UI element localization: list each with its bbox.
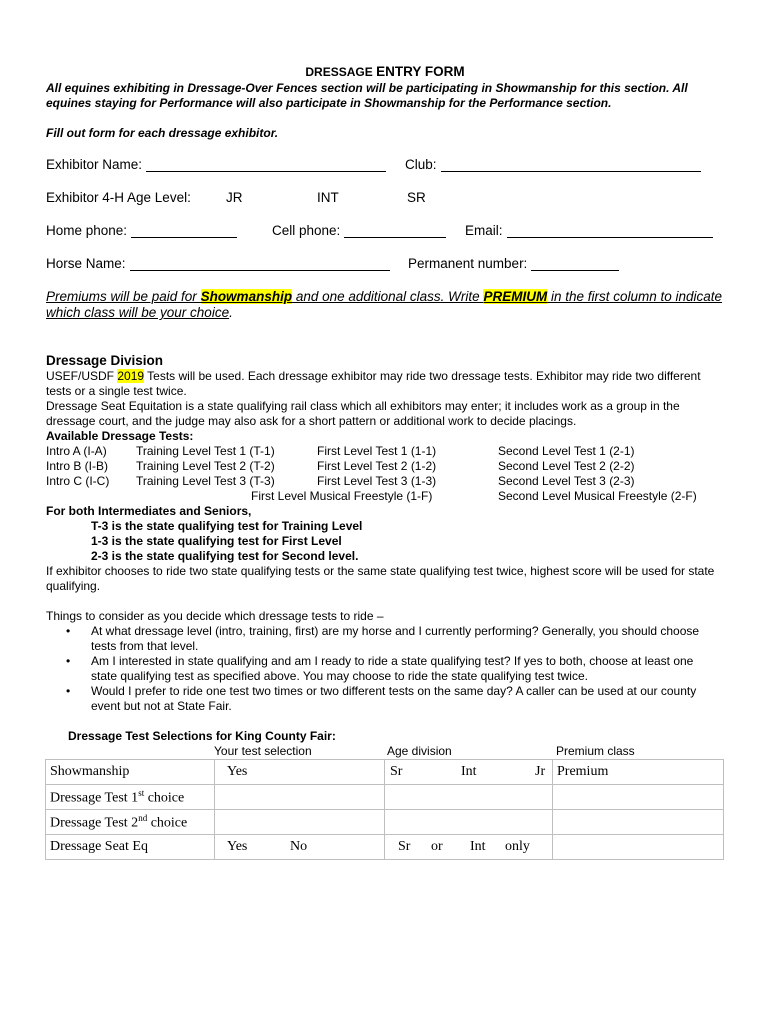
table-row <box>46 810 724 835</box>
usef-paragraph: USEF/USDF 2019 Tests will be used. Each dressage exhibitor may ride two dressage tests. Exhibitor may ride two different tests or a single test twice. <box>46 369 701 398</box>
your-test-cell[interactable] <box>215 785 385 810</box>
division-heading: Dressage Division <box>46 353 164 368</box>
row-label-test1: Dressage Test 1st choice <box>46 785 215 810</box>
test-item: Intro C (I-C) <box>46 474 110 488</box>
training-tests-column <box>136 444 275 489</box>
premium-cell[interactable] <box>553 835 724 860</box>
col-header-age: Age division <box>387 744 452 758</box>
horse-name-line[interactable] <box>130 257 390 271</box>
your-test-cell[interactable]: Yes <box>215 760 385 785</box>
seat-eq-paragraph: Dressage Seat Equitation is a state qualifying rail class which all exhibitors may enter; it includes work as a group in the dressage court, and the judge may also ask for a short pattern or additional work to decide placings. <box>46 399 680 428</box>
intro-text: All equines exhibiting in Dressage-Over Fences section will be participating in Showmanship for this section. All equines staying for Performance will also participate in Showmanship for the Performance section. <box>46 81 688 110</box>
age-cell[interactable] <box>385 810 553 835</box>
test-item: Second Level Test 3 (2-3) <box>498 474 635 488</box>
test-item: Training Level Test 1 (T-1) <box>136 444 275 458</box>
bullet-icon: • <box>66 654 71 668</box>
test-item-first-freestyle: First Level Musical Freestyle (1-F) <box>251 489 433 503</box>
form-title: DRESSAGE ENTRY FORM <box>305 64 465 79</box>
col-header-your-test: Your test selection <box>214 744 312 758</box>
permanent-number-line[interactable] <box>531 257 619 271</box>
age-cell[interactable]: Sr Int Jr <box>385 760 553 785</box>
row-label-seat: Dressage Seat Eq <box>46 835 215 860</box>
row-label-test2: Dressage Test 2nd choice <box>46 810 215 835</box>
col-header-premium: Premium class <box>556 744 635 758</box>
selection-table <box>45 759 724 860</box>
club-line[interactable] <box>441 158 701 172</box>
test-item: Second Level Musical Freestyle (2-F) <box>498 489 697 503</box>
row-label-showmanship: Showmanship <box>46 760 215 785</box>
horse-name-field[interactable]: Horse Name: <box>46 256 390 271</box>
intro-tests-column <box>46 444 109 489</box>
age-cell[interactable]: Sr or Int only <box>385 835 553 860</box>
age-jr[interactable]: JR <box>226 190 243 205</box>
year-highlight: 2019 <box>117 369 145 383</box>
table-row <box>46 785 724 810</box>
two-tests-note: If exhibitor chooses to ride two state qualifying tests or the same state qualifying test twice, highest score will be used for state qualifying. <box>46 564 715 593</box>
second-tests-column <box>498 444 697 504</box>
test-item: First Level Test 2 (1-2) <box>317 459 437 473</box>
permanent-number-field[interactable]: Permanent number: <box>408 256 619 271</box>
email-line[interactable] <box>507 224 713 238</box>
considerations-list <box>46 624 706 714</box>
age-level-label: Exhibitor 4-H Age Level: <box>46 190 191 205</box>
available-tests-heading: Available Dressage Tests: <box>46 429 194 443</box>
bullet-icon: • <box>66 624 71 638</box>
test-item: First Level Test 3 (1-3) <box>317 474 437 488</box>
for-both-heading: For both Intermediates and Seniors, <box>46 504 252 518</box>
fill-instruction: Fill out form for each dressage exhibitor. <box>46 126 279 140</box>
list-item: • Am I interested in state qualifying and am I ready to ride a state qualifying test? If yes to both, choose at least one state qualifying test as specified above. You may choose to ride the state qualifying test twice. <box>66 654 694 683</box>
exhibitor-name-line[interactable] <box>146 158 386 172</box>
test-item: Training Level Test 2 (T-2) <box>136 459 275 473</box>
test-item: Intro B (I-B) <box>46 459 109 473</box>
selections-heading: Dressage Test Selections for King County Fair: <box>68 729 336 743</box>
showmanship-highlight: Showmanship <box>200 289 293 304</box>
age-int[interactable]: INT <box>317 190 339 205</box>
premium-cell[interactable] <box>553 810 724 835</box>
things-to-consider: Things to consider as you decide which dressage tests to ride – <box>46 609 384 623</box>
bullet-icon: • <box>66 684 71 698</box>
your-test-cell[interactable] <box>215 810 385 835</box>
qualifying-line: 1-3 is the state qualifying test for First Level <box>91 534 342 548</box>
list-item: • At what dressage level (intro, training, first) are my horse and I currently performing? Generally, you should choose tests from that level. <box>66 624 700 653</box>
exhibitor-name-field[interactable]: Exhibitor Name: <box>46 157 386 172</box>
table-row <box>46 760 724 785</box>
premium-cell[interactable]: Premium <box>553 760 724 785</box>
age-sr[interactable]: SR <box>407 190 426 205</box>
list-item: • Would I prefer to ride one test two times or two different tests on the same day? A caller can be used at our county event but not at State Fair. <box>66 684 697 713</box>
premiums-note: Premiums will be paid for Showmanship and one additional class. Write PREMIUM in the first column to indicate which class will be your choice. <box>46 289 723 320</box>
cell-phone-line[interactable] <box>344 224 446 238</box>
email-field[interactable]: Email: <box>465 223 713 238</box>
home-phone-line[interactable] <box>131 224 237 238</box>
test-item: Training Level Test 3 (T-3) <box>136 474 275 488</box>
first-tests-column <box>317 444 436 489</box>
test-item: Second Level Test 2 (2-2) <box>498 459 635 473</box>
cell-phone-field[interactable]: Cell phone: <box>272 223 446 238</box>
premium-cell[interactable] <box>553 785 724 810</box>
premium-highlight: PREMIUM <box>483 289 548 304</box>
test-item: Intro A (I-A) <box>46 444 107 458</box>
test-item: First Level Test 1 (1-1) <box>317 444 437 458</box>
table-row <box>46 835 724 860</box>
test-item: Second Level Test 1 (2-1) <box>498 444 635 458</box>
age-cell[interactable] <box>385 785 553 810</box>
club-field[interactable]: Club: <box>405 157 701 172</box>
home-phone-field[interactable]: Home phone: <box>46 223 237 238</box>
qualifying-line: T-3 is the state qualifying test for Training Level <box>91 519 363 533</box>
qualifying-line: 2-3 is the state qualifying test for Second level. <box>91 549 359 563</box>
your-test-cell[interactable]: Yes No <box>215 835 385 860</box>
